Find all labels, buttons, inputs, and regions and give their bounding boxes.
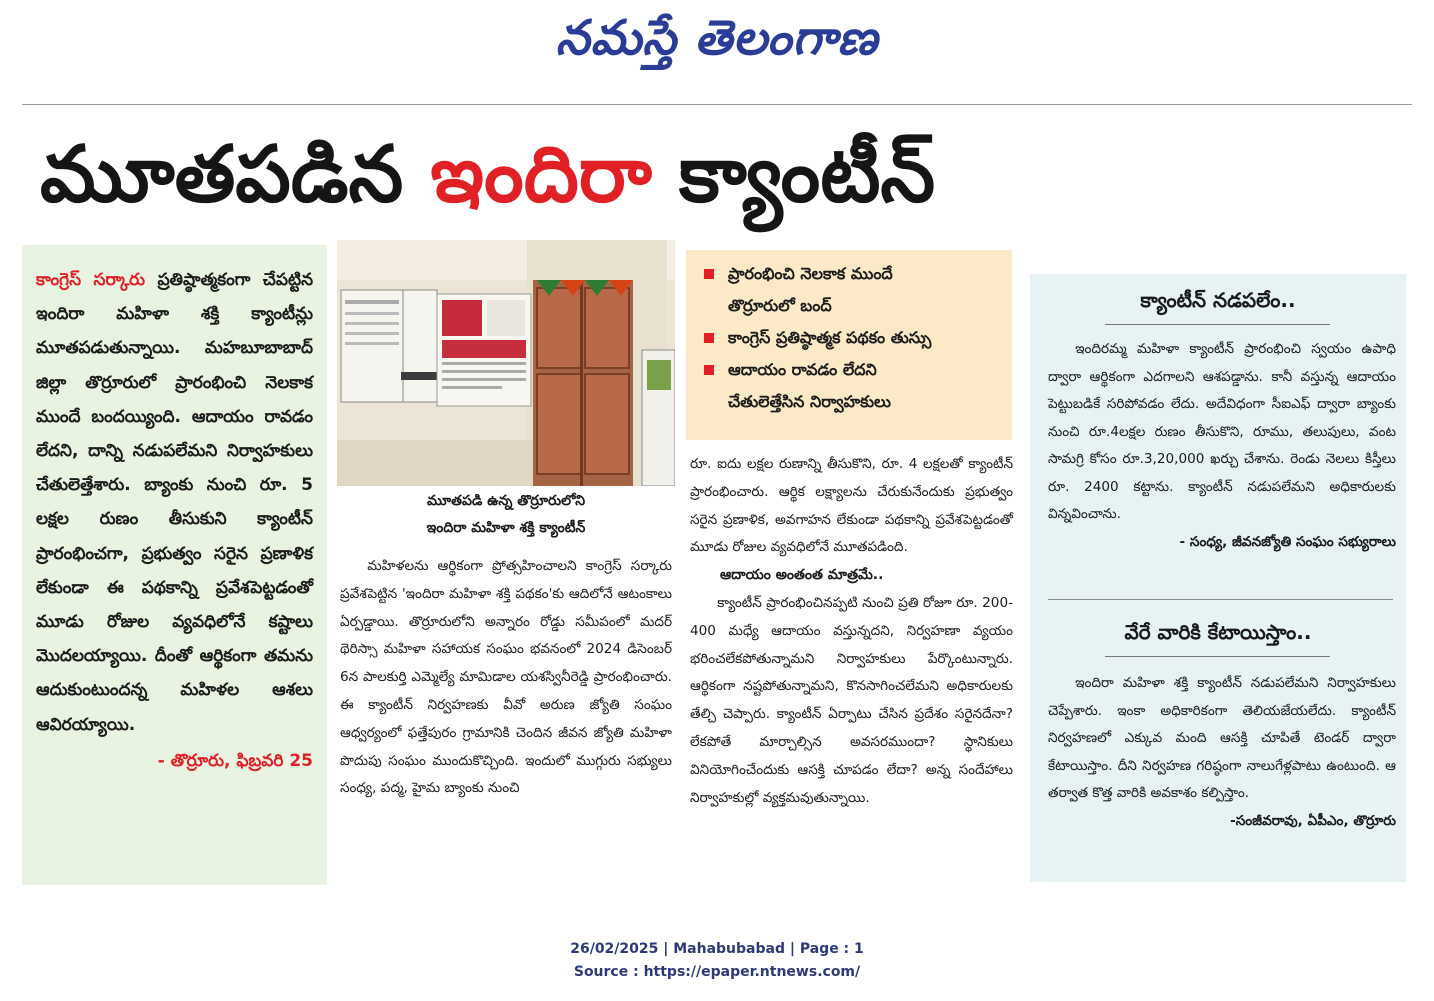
middle-column	[340, 553, 672, 803]
right-paragraph-1: రూ. ఐదు లక్షల రుణాన్ని తీసుకొని, రూ. 4 లక్షలతో క్యాంటీన్ ప్రారంభించారు. ఆర్థిక లక్ష్యాలను చేరుకునేందుకు ప్రభుత్వం సరైన ప్రణాళిక, అవగాహన లేకుండా పథకాన్ని ప్రవేశపెట్టడంతో మూడు రోజుల వ్యవధిలోనే మూతపడింది.	[690, 456, 1013, 556]
lead-story-box	[22, 245, 327, 885]
quote-heading-1: క్యాంటీన్ నడపలేం..	[1140, 288, 1296, 312]
footer	[0, 938, 1434, 984]
footer-edition-info: 26/02/2025 | Mahabubabad | Page : 1	[570, 941, 864, 957]
canteen-photo-image	[337, 240, 675, 486]
bullet-icon	[704, 333, 714, 343]
caption-line1: మూతపడి ఉన్న తొర్రూరులోని	[426, 493, 586, 509]
lead-text: ప్రతిష్ఠాత్మకంగా చేపట్టిన ఇందిరా మహిళా శక్తి క్యాంటీన్లు మూతపడుతున్నాయి. మహబూబాబాద్ జిల్లా తొర్రూరులో ప్రారంభించి నెలకాక ముందే బందయ్యింది. ఆదాయం రావడం లేదని, దాన్ని నడుపలేమని నిర్వాహకులు చేతులెత్తేశారు. బ్యాంకు నుంచి రూ. 5 లక్షల రుణం తీసుకుని క్యాంటీన్ ప్రారంభించగా, ప్రభుత్వం సరైన ప్రణాళిక లేకుండా ఈ పథకాన్ని ప్రవేశపెట్టడంతో మూడు రోజుల వ్యవధిలోనే కష్టాలు మొదలయ్యాయి. దీంతో ఆర్థికంగా తమను ఆదుకుంటుందన్న మహిళల ఆశలు ఆవిరయ్యాయి.	[36, 270, 313, 735]
newspaper-logo: నమస్తే తెలంగాణ	[555, 10, 879, 66]
canteen-photo	[337, 240, 675, 486]
quote-divider	[1048, 599, 1393, 600]
headline-part2: ఇందిరా	[430, 130, 652, 220]
middle-paragraph: మహిళలను ఆర్థికంగా ప్రోత్సహించాలని కాంగ్రెస్ సర్కారు ప్రవేశపెట్టిన 'ఇందిరా మహిళా శక్తి పథకం'కు ఆదిలోనే ఆటంకాలు ఏర్పడ్డాయి. తొర్రూరులోని అన్నారం రోడ్డు సమీపంలో మదర్ థెరిస్సా మహిళా సహాయక సంఘం భవనంలో 2024 డిసెంబర్ 6న పాలకుర్తి ఎమ్మెల్యే మామిడాల యశస్వినీరెడ్డి ప్రారంభించారు. ఈ క్యాంటీన్ నిర్వహణకు వీవో అరుణ జ్యోతి సంఘం ఆధ్వర్యంలో ఫత్తేపురం గ్రామానికి చెందిన జీవన జ్యోతి మహిళా పొదుపు సంఘం ముందుకొచ్చింది. ఇందులో ముగ్గురు సభ్యులు సంధ్య, పద్మ, హైమ బ్యాంకు నుంచి	[340, 558, 672, 797]
quote-text-1: ఇందిరమ్మ మహిళా క్యాంటీన్ ప్రారంభించి స్వయం ఉపాధి ద్వారా ఆర్థికంగా ఎదగాలని ఆశపడ్డాను. కానీ వస్తున్న ఆదాయం పెట్టుబడికే సరిపోవడం లేదు. అదేవిధంగా సీఐఎఫ్ ద్వారా బ్యాంకు నుంచి రూ.4లక్షల రుణం తీసుకొని, రూము, తలుపులు, వంట సామగ్రి కోసం రూ.3,20,000 ఖర్చు చేశాను. రెండు నెలలు కిస్తీలు రూ. 2400 కట్టాను. క్యాంటీన్ నడుపలేమని అధికారులకు విన్నవించాను.	[1048, 341, 1396, 522]
heading-underline	[1105, 324, 1330, 325]
photo-caption	[337, 488, 675, 548]
right-column	[690, 451, 1013, 812]
bullet-icon	[704, 365, 714, 375]
lead-red-text: కాంగ్రెస్ సర్కారు	[36, 270, 146, 290]
quote-block-2	[1048, 670, 1396, 835]
highlight-item-continuation: చేతులెత్తేసిన నిర్వాహకులు	[728, 392, 891, 411]
quotes-box	[1030, 274, 1406, 882]
quote-block-1	[1048, 336, 1396, 556]
quote-signature-2: -సంజీవరావు, ఏపీఎం, తొర్రూరు	[1230, 812, 1396, 829]
lead-paragraph	[36, 263, 313, 742]
bullet-icon	[704, 269, 714, 279]
highlight-item: కాంగ్రెస్ ప్రతిష్ఠాత్మక పథకం తుస్సు	[700, 322, 1002, 354]
headline-part1: మూతపడిన	[40, 130, 404, 220]
footer-source-link[interactable]: Source : https://epaper.ntnews.com/	[573, 964, 861, 980]
quote-signature-1: - సంధ్య, జీవనజ్యోతి సంఘం సభ్యురాలు	[1179, 533, 1396, 550]
headline	[40, 120, 1400, 240]
highlights-list	[700, 258, 1002, 418]
heading-underline	[1105, 656, 1330, 657]
right-subhead: ఆదాయం అంతంత మాత్రమే..	[720, 567, 884, 584]
highlight-item: ఆదాయం రావడం లేదని	[700, 354, 1002, 386]
highlight-item: ప్రారంభించి నెలకాక ముందే	[700, 258, 1002, 290]
masthead	[0, 0, 1434, 100]
dateline: - తొర్రూరు, ఫిబ్రవరి 25	[157, 750, 313, 771]
right-paragraph-2: క్యాంటీన్ ప్రారంభించినప్పటి నుంచి ప్రతి రోజూ రూ. 200-400 మధ్యే ఆదాయం వస్తున్నదని, నిర్వహణా వ్యయం భరించలేకపోతున్నామని నిర్వాహకులు పేర్కొంటున్నారు. ఆర్థికంగా నష్టపోతున్నామని, కొనసాగించలేమని అధికారులకు తేల్చి చెప్పారు. క్యాంటీన్ ఏర్పాటు చేసిన ప్రదేశం సరైనదేనా? లేకపోతే మార్చాల్సిన అవసరముందా? స్థానికులు వినియోగించేందుకు ఆసక్తి చూపడం లేదా? అన్న సందేహాలు నిర్వాహకుల్లో వ్యక్తమవుతున్నాయి.	[690, 594, 1013, 806]
highlight-item-continuation: తొర్రూరులో బంద్	[728, 296, 832, 315]
highlights-box	[686, 250, 1012, 440]
masthead-divider	[22, 104, 1412, 105]
quote-text-2: ఇందిరా మహిళా శక్తి క్యాంటీన్ నడుపలేమని నిర్వాహకులు చెప్పేశారు. ఇంకా అధికారికంగా తెలియజేయలేదు. క్యాంటీన్ నిర్వహణలో ఎక్కువ మంది ఆసక్తి చూపితే టెండర్ ద్వారా కేటాయిస్తాం. దీని నిర్వహణ గరిష్ఠంగా నాలుగేళ్లపాటు ఉంటుంది. ఆ తర్వాత కొత్త వారికి అవకాశం కల్పిస్తాం.	[1048, 675, 1396, 801]
headline-part3: క్యాంటీన్	[679, 130, 936, 220]
caption-line2: ఇందిరా మహిళా శక్తి క్యాంటీన్	[426, 520, 586, 536]
quote-heading-2: వేరే వారికి కేటాయిస్తాం..	[1124, 620, 1312, 644]
